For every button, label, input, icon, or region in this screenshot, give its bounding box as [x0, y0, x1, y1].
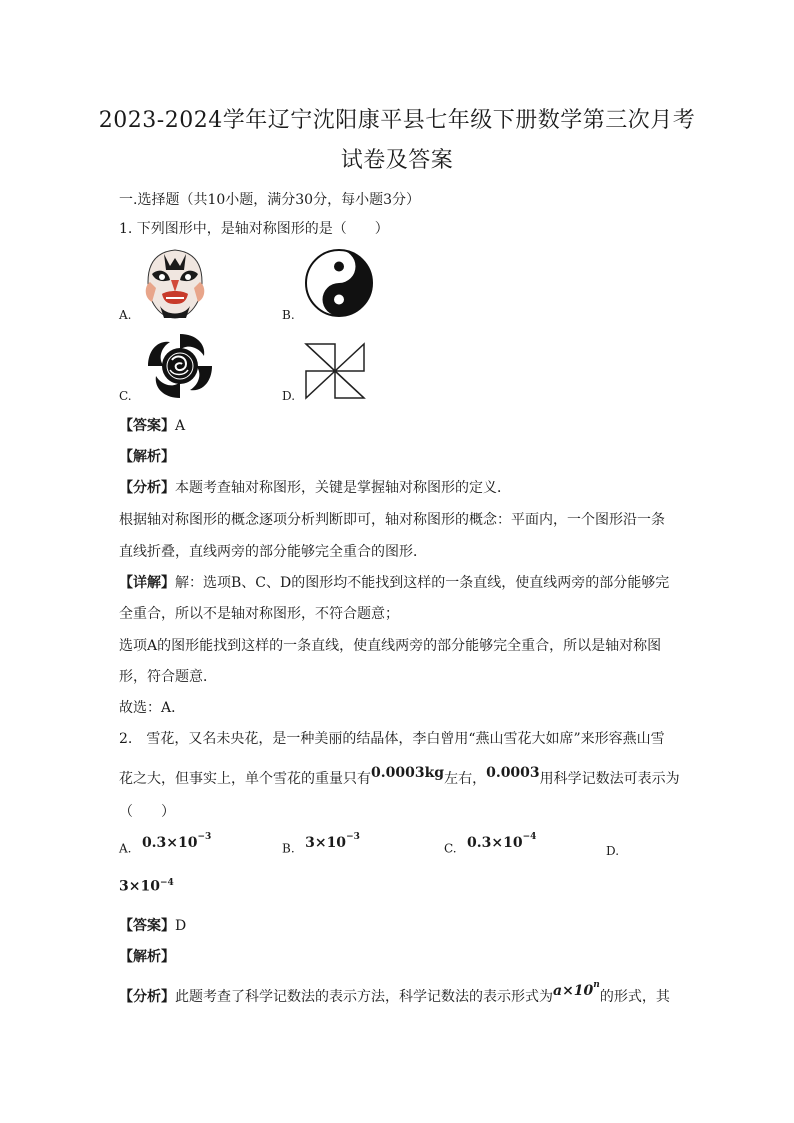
q2-stem-line-1: 2. 雪花，又名未央花，是一种美丽的结晶体，李白曾用“燕山雪花大如席”来形容燕山雪: [119, 731, 665, 747]
q2-form-exp: n: [593, 980, 600, 991]
q2-analysis-tag: 【解析】: [119, 949, 175, 965]
document-title-line-2: 试卷及答案: [340, 148, 454, 173]
q1-detail-line-2: 全重合，所以不是轴对称图形，不符合题意；: [119, 606, 399, 622]
q2-option-b-base: 3×10: [305, 834, 347, 851]
q2-option-c-label: C.: [444, 841, 457, 856]
q2-answer-tag: 【答案】: [119, 918, 175, 934]
q2-option-d-base: 3×10: [119, 878, 160, 895]
q1-answer-tag: 【答案】: [119, 418, 175, 434]
q2-option-d-label-wrap: [606, 843, 619, 859]
q2-stem-text-b: 左右，: [444, 771, 487, 787]
peking-opera-mask-icon: [140, 248, 210, 320]
section-heading: 一.选择题（共10小题，满分30分，每小题3分）: [119, 192, 420, 208]
swirl-flower-icon: [144, 330, 216, 402]
q1-explain-line-1: 根据轴对称图形的概念逐项分析判断即可，轴对称图形的概念：平面内，一个图形沿一条: [119, 512, 665, 528]
q1-detail-text-1: 解：选项B、C、D的图形均不能找到这样的一条直线，使直线两旁的部分能够完: [175, 575, 670, 591]
q2-form-base: a×10: [553, 983, 594, 999]
q2-option-b-expr: [305, 832, 360, 851]
q2-paren: （ ）: [119, 804, 175, 820]
q1-conclusion: 故选：A．: [119, 700, 186, 716]
q1-answer: [119, 415, 185, 435]
q2-option-d-exp: −4: [159, 878, 174, 888]
q2-option-a-base: 0.3×10: [141, 834, 198, 851]
q1-answer-value: A: [175, 418, 186, 434]
q2-option-a-exp: −3: [197, 832, 212, 842]
q2-option-c-base: 0.3×10: [467, 834, 523, 851]
q2-fenxi-text-a: 此题考查了科学记数法的表示方法，科学记数法的表示形式为: [175, 989, 553, 1005]
q2-stem-line-2: [119, 765, 680, 788]
q2-number-value: 0.0003: [486, 765, 540, 781]
q1-stem: 1. 下列图形中，是轴对称图形的是（ ）: [119, 221, 389, 237]
q2-fenxi-line: [119, 980, 670, 1006]
q1-detail-line-4: 形，符合题意．: [119, 669, 217, 685]
yin-yang-icon: [304, 248, 374, 318]
q2-option-c-exp: −4: [522, 832, 537, 842]
q2-stem-text-a: 花之大，但事实上，单个雪花的重量只有: [119, 771, 371, 787]
q1-option-b-label: B.: [282, 308, 295, 322]
q2-form-expr: [553, 980, 600, 999]
q1-option-d-label: D.: [282, 389, 296, 403]
q1-fenxi-tag: 【分析】: [119, 480, 175, 496]
q1-detail-tag: 【详解】: [119, 575, 175, 591]
q2-answer: [119, 915, 186, 935]
q2-option-c: [444, 832, 537, 857]
q2-option-b: [282, 832, 360, 857]
q2-answer-value: D: [175, 918, 187, 934]
q2-option-a: [119, 832, 212, 857]
pinwheel-icon: [304, 342, 366, 400]
q1-detail-line-3: 选项A的图形能找到这样的一条直线，使直线两旁的部分能够完全重合，所以是轴对称图: [119, 638, 662, 654]
q1-detail-line-1: [119, 572, 669, 592]
q1-option-a-label: A.: [119, 308, 132, 322]
q2-option-a-expr: [141, 832, 212, 851]
q1-fenxi-text: 本题考查轴对称图形，关键是掌握轴对称图形的定义．: [175, 480, 511, 496]
q2-option-d-expr: [119, 878, 174, 895]
q2-mass-value: 0.0003kg: [371, 765, 445, 781]
q2-option-a-label: A.: [119, 841, 132, 856]
q2-option-d-label: D.: [606, 844, 620, 858]
q2-fenxi-text-b: 的形式，其: [599, 989, 670, 1005]
q2-option-c-expr: [467, 832, 537, 851]
q2-option-b-exp: −3: [346, 832, 360, 842]
q1-option-c-label: C.: [119, 389, 132, 403]
q1-fenxi: [119, 477, 511, 497]
q2-fenxi-tag: 【分析】: [119, 989, 175, 1005]
q1-analysis-tag: 【解析】: [119, 449, 175, 465]
q2-stem-text-c: 用科学记数法可表示为: [539, 771, 680, 787]
document-title-line-1: 2023-2024学年辽宁沈阳康平县七年级下册数学第三次月考: [98, 108, 696, 133]
q2-option-b-label: B.: [282, 841, 295, 856]
q1-explain-line-2: 直线折叠，直线两旁的部分能够完全重合的图形．: [119, 544, 427, 560]
